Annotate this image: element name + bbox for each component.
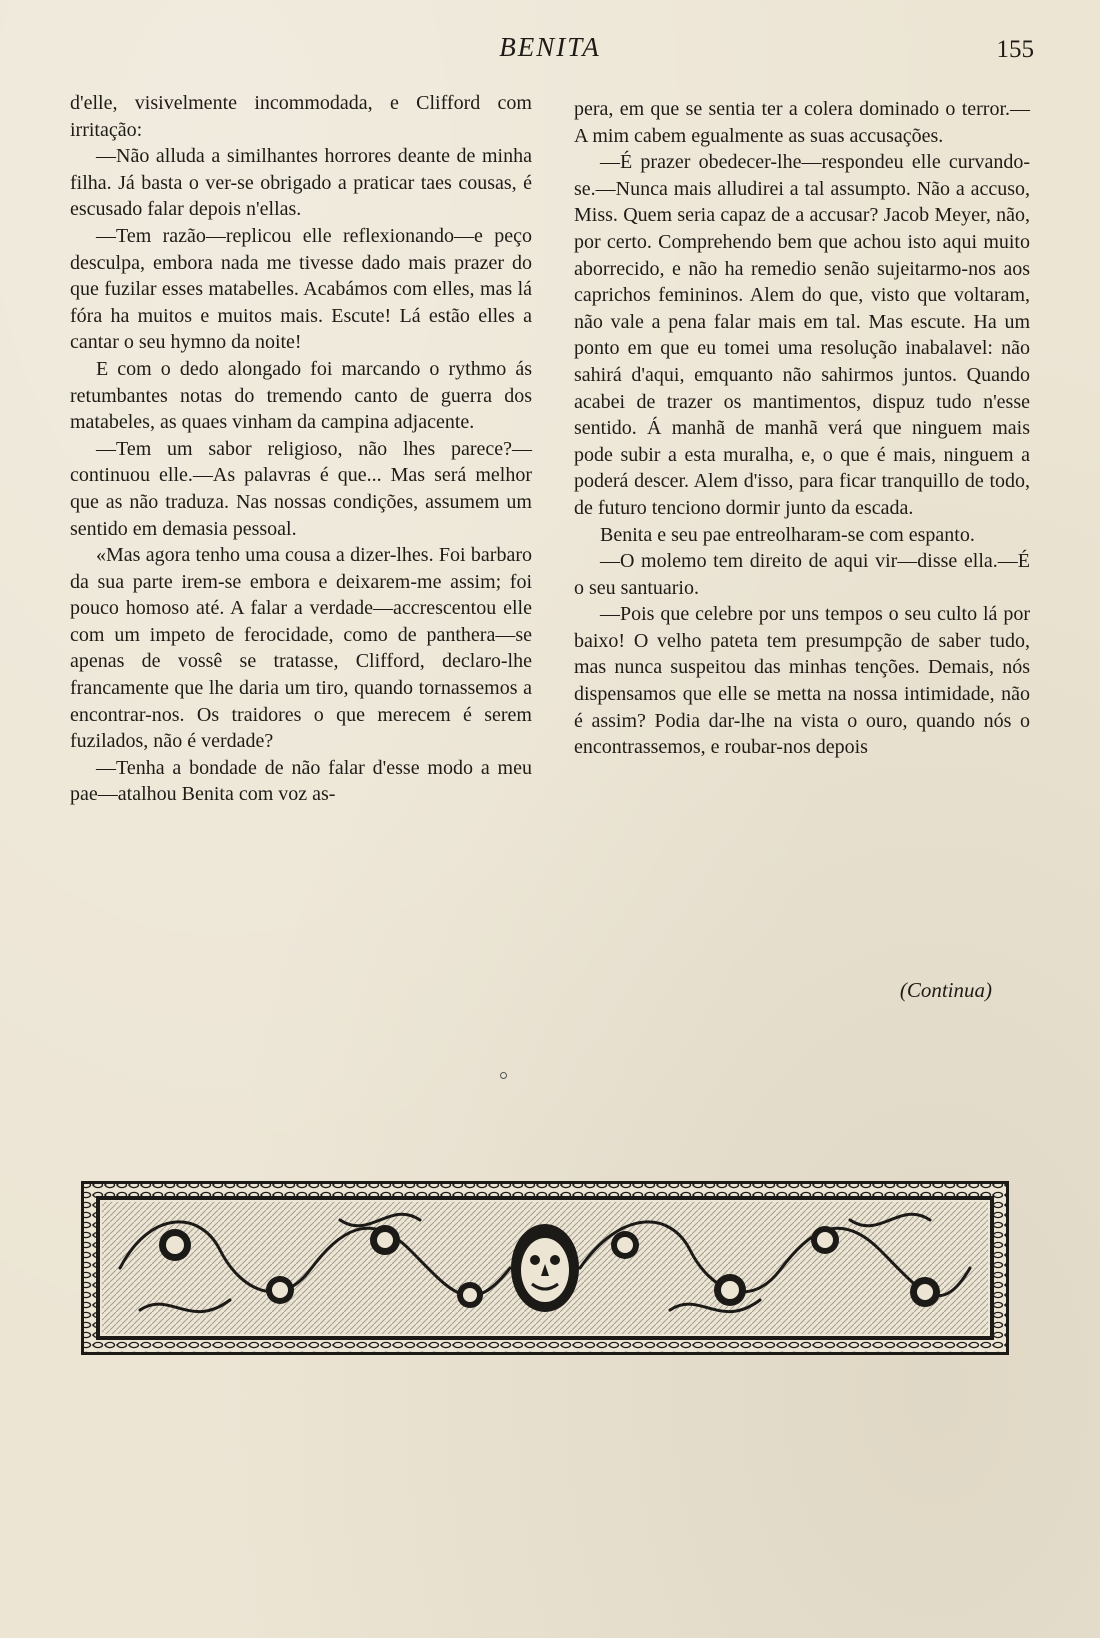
running-title: BENITA (499, 32, 601, 62)
paragraph: pera, em que se sentia ter a colera dominado o terror.—A mim cabem egualmente as suas accusações. (574, 98, 1030, 147)
paragraph: —Pois que celebre por uns tempos o seu culto lá por baixo! O velho pateta tem presumpção de saber tudo, mas nunca suspeitou das minhas tenções. Demais, nós dispensamos que elle se metta na nossa intimidade, não é assim? Podia dar-lhe na vista o ouro, quando nós o encontrassemos, e roubar-nos depois (574, 603, 1030, 759)
paragraph: E com o dedo alongado foi marcando o rythmo ás retumbantes notas do tremendo canto de guerra dos matabeles, as quaes vinham da campina adjacente. (70, 357, 532, 434)
continua-note: (Continua) (899, 978, 992, 1002)
paragraph: —Tem razão—replicou elle reflexionando—e peço desculpa, embora nada me tivesse dado mais prazer do que fuzilar esses matabelles. Acabámos com elles, mas lá fóra ha muitos e muitos mais. Escute! Lá estão elles a cantar o seu hymno da noite! (70, 224, 532, 354)
running-head (0, 30, 1100, 70)
paragraph: «Mas agora tenho uma cousa a dizer-lhes. Foi barbaro da sua parte irem-se embora e deixarem-me assim; foi pouco homoso até. A falar a verdade—accrescentou elle com um impeto de ferocidade, como de panthera—se apenas de vossê se tratasse, Clifford, declaro-lhe francamente que lhe daria um tiro, quando tornassemos a encontrar-nos. Os traidores o que merecem é serem fuzilados, não é verdade? (70, 544, 532, 753)
paragraph: —Não alluda a similhantes horrores deante de minha filha. Já basta o ver-se obrigado a praticar taes cousas, é escusado falar depois n'ellas. (70, 145, 532, 221)
right-column (574, 96, 1030, 761)
paragraph: Benita e seu pae entreolharam-se com espanto. (600, 523, 975, 546)
paragraph: —O molemo tem direito de aqui vir—disse ella.—É o seu santuario. (574, 550, 1030, 599)
ornamental-vignette-icon (80, 1180, 1010, 1356)
ink-speck (500, 1072, 507, 1079)
paragraph: —É prazer obedecer-lhe—respondeu elle curvando-se.—Nunca mais alludirei a tal assumpto. Não a accuso, Miss. Quem seria capaz de a accusar? Jacob Meyer, não, por certo. Comprehendo bem que achou isto aqui muito aborrecido, e não ha remedio senão sujeitarmo-nos aos caprichos femininos. Alem do que, visto que voltaram, não vale a pena falar mais em tal. Mas escute. Ha um ponto em que eu tomei uma resolução inabalavel: não sahirá d'aqui, emquanto não sahirmos juntos. Quando acabei de trazer os mantimentos, dispuz tudo n'esse sentido. Á manhã de manhã verá que ninguem mais pode subir a esta muralha, e, o que é mais, ninguem a poderá descer. Alem d'isso, para ficar tranquillo de todo, de futuro tenciono dormir junto da escada. (574, 151, 1030, 519)
paragraph: —Tem um sabor religioso, não lhes parece?—continuou elle.—As palavras é que... Mas será melhor que as não traduza. Nas nossas condições, assumem um sentido em demasia pessoal. (70, 437, 532, 540)
paragraph: —Tenha a bondade de não falar d'esse modo a meu pae—atalhou Benita com voz as- (70, 756, 532, 806)
left-column (70, 90, 532, 808)
page-number: 155 (996, 36, 1034, 63)
paragraph: d'elle, visivelmente incommodada, e Clifford com irritação: (70, 92, 532, 141)
